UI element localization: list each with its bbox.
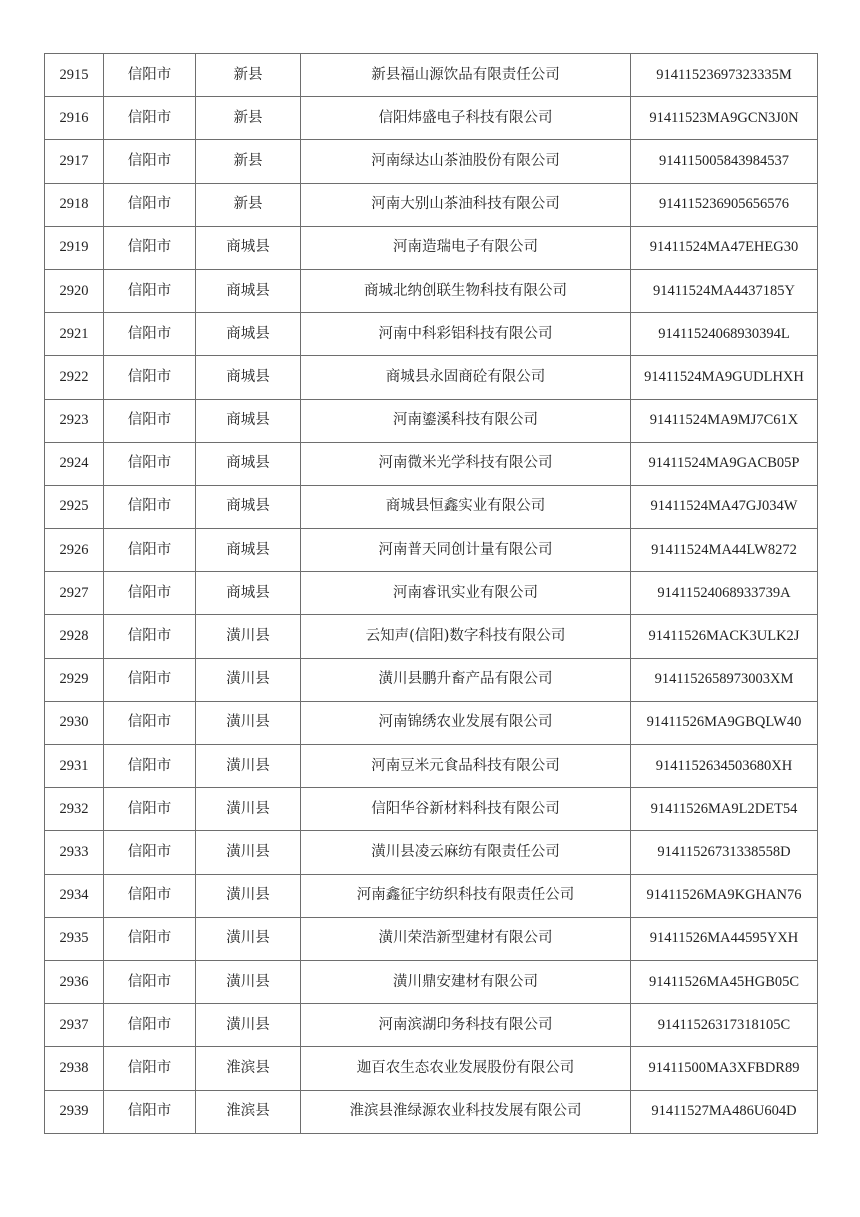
credit-code-cell: 91411524MA47GJ034W (631, 485, 818, 528)
table-row (45, 529, 818, 572)
credit-code-cell: 9141152634503680XH (631, 745, 818, 788)
city-cell: 信阳市 (104, 54, 196, 97)
row-number: 2920 (45, 269, 104, 312)
credit-code-cell: 914115236905656576 (631, 183, 818, 226)
city-cell: 信阳市 (104, 1090, 196, 1133)
credit-code-cell: 91411523697323335M (631, 54, 818, 97)
city-cell: 信阳市 (104, 313, 196, 356)
row-number: 2916 (45, 97, 104, 140)
city-cell: 信阳市 (104, 226, 196, 269)
credit-code-cell: 91411524MA9GUDLHXH (631, 356, 818, 399)
table-row (45, 399, 818, 442)
county-cell: 商城县 (196, 269, 301, 312)
city-cell: 信阳市 (104, 917, 196, 960)
table-row (45, 269, 818, 312)
row-number: 2936 (45, 960, 104, 1003)
county-cell: 潢川县 (196, 874, 301, 917)
city-cell: 信阳市 (104, 485, 196, 528)
credit-code-cell: 91411524068930394L (631, 313, 818, 356)
city-cell: 信阳市 (104, 745, 196, 788)
county-cell: 商城县 (196, 529, 301, 572)
table-row (45, 572, 818, 615)
row-number: 2938 (45, 1047, 104, 1090)
table-row (45, 615, 818, 658)
row-number: 2922 (45, 356, 104, 399)
credit-code-cell: 91411526MACK3ULK2J (631, 615, 818, 658)
county-cell: 潢川县 (196, 615, 301, 658)
table-row (45, 831, 818, 874)
row-number: 2925 (45, 485, 104, 528)
table-row (45, 960, 818, 1003)
row-number: 2935 (45, 917, 104, 960)
row-number: 2929 (45, 658, 104, 701)
county-cell: 商城县 (196, 226, 301, 269)
credit-code-cell: 91411526731338558D (631, 831, 818, 874)
county-cell: 淮滨县 (196, 1090, 301, 1133)
row-number: 2917 (45, 140, 104, 183)
county-cell: 商城县 (196, 442, 301, 485)
credit-code-cell: 91411524MA47EHEG30 (631, 226, 818, 269)
company-name-cell: 迦百农生态农业发展股份有限公司 (301, 1047, 631, 1090)
credit-code-cell: 91411500MA3XFBDR89 (631, 1047, 818, 1090)
city-cell: 信阳市 (104, 529, 196, 572)
table-row (45, 97, 818, 140)
table-row (45, 140, 818, 183)
table-row (45, 745, 818, 788)
table-row (45, 313, 818, 356)
county-cell: 商城县 (196, 356, 301, 399)
city-cell: 信阳市 (104, 572, 196, 615)
company-name-cell: 商城县恒鑫实业有限公司 (301, 485, 631, 528)
credit-code-cell: 91411527MA486U604D (631, 1090, 818, 1133)
company-name-cell: 河南绿达山茶油股份有限公司 (301, 140, 631, 183)
credit-code-cell: 91411526MA9KGHAN76 (631, 874, 818, 917)
county-cell: 新县 (196, 97, 301, 140)
city-cell: 信阳市 (104, 701, 196, 744)
table-row (45, 917, 818, 960)
company-name-cell: 潢川县鹏升畜产品有限公司 (301, 658, 631, 701)
credit-code-cell: 9141152658973003XM (631, 658, 818, 701)
county-cell: 新县 (196, 140, 301, 183)
company-list-table (44, 53, 818, 1134)
credit-code-cell: 91411526317318105C (631, 1004, 818, 1047)
table-row (45, 658, 818, 701)
table-row (45, 356, 818, 399)
table-row (45, 874, 818, 917)
county-cell: 商城县 (196, 399, 301, 442)
table-body (45, 54, 818, 1134)
company-name-cell: 河南锦绣农业发展有限公司 (301, 701, 631, 744)
credit-code-cell: 91411524MA4437185Y (631, 269, 818, 312)
table-row (45, 701, 818, 744)
city-cell: 信阳市 (104, 1004, 196, 1047)
county-cell: 潢川县 (196, 701, 301, 744)
county-cell: 潢川县 (196, 831, 301, 874)
company-name-cell: 河南中科彩铝科技有限公司 (301, 313, 631, 356)
table-row (45, 1090, 818, 1133)
row-number: 2939 (45, 1090, 104, 1133)
table-row (45, 183, 818, 226)
city-cell: 信阳市 (104, 356, 196, 399)
county-cell: 商城县 (196, 572, 301, 615)
row-number: 2923 (45, 399, 104, 442)
company-name-cell: 商城县永固商砼有限公司 (301, 356, 631, 399)
company-name-cell: 新县福山源饮品有限责任公司 (301, 54, 631, 97)
county-cell: 潢川县 (196, 658, 301, 701)
city-cell: 信阳市 (104, 658, 196, 701)
city-cell: 信阳市 (104, 960, 196, 1003)
county-cell: 潢川县 (196, 960, 301, 1003)
credit-code-cell: 91411524068933739A (631, 572, 818, 615)
credit-code-cell: 91411523MA9GCN3J0N (631, 97, 818, 140)
company-name-cell: 河南普天同创计量有限公司 (301, 529, 631, 572)
city-cell: 信阳市 (104, 97, 196, 140)
city-cell: 信阳市 (104, 442, 196, 485)
row-number: 2918 (45, 183, 104, 226)
company-name-cell: 淮滨县淮绿源农业科技发展有限公司 (301, 1090, 631, 1133)
county-cell: 商城县 (196, 313, 301, 356)
table-row (45, 485, 818, 528)
credit-code-cell: 91411526MA9L2DET54 (631, 788, 818, 831)
row-number: 2937 (45, 1004, 104, 1047)
company-name-cell: 河南豆米元食品科技有限公司 (301, 745, 631, 788)
row-number: 2924 (45, 442, 104, 485)
table-row (45, 442, 818, 485)
county-cell: 潢川县 (196, 745, 301, 788)
company-name-cell: 河南造瑞电子有限公司 (301, 226, 631, 269)
row-number: 2919 (45, 226, 104, 269)
row-number: 2930 (45, 701, 104, 744)
company-name-cell: 潢川县凌云麻纺有限责任公司 (301, 831, 631, 874)
row-number: 2933 (45, 831, 104, 874)
credit-code-cell: 91411526MA45HGB05C (631, 960, 818, 1003)
city-cell: 信阳市 (104, 269, 196, 312)
credit-code-cell: 91411524MA9GACB05P (631, 442, 818, 485)
company-name-cell: 潢川荣浩新型建材有限公司 (301, 917, 631, 960)
credit-code-cell: 914115005843984537 (631, 140, 818, 183)
table-row (45, 788, 818, 831)
county-cell: 商城县 (196, 485, 301, 528)
table-row (45, 1047, 818, 1090)
county-cell: 新县 (196, 54, 301, 97)
company-name-cell: 潢川鼎安建材有限公司 (301, 960, 631, 1003)
city-cell: 信阳市 (104, 831, 196, 874)
company-name-cell: 河南睿讯实业有限公司 (301, 572, 631, 615)
company-name-cell: 河南滨湖印务科技有限公司 (301, 1004, 631, 1047)
table-row (45, 1004, 818, 1047)
table-row (45, 226, 818, 269)
city-cell: 信阳市 (104, 788, 196, 831)
county-cell: 潢川县 (196, 788, 301, 831)
row-number: 2928 (45, 615, 104, 658)
row-number: 2915 (45, 54, 104, 97)
company-name-cell: 商城北纳创联生物科技有限公司 (301, 269, 631, 312)
company-name-cell: 信阳炜盛电子科技有限公司 (301, 97, 631, 140)
credit-code-cell: 91411526MA9GBQLW40 (631, 701, 818, 744)
credit-code-cell: 91411526MA44595YXH (631, 917, 818, 960)
company-name-cell: 云知声(信阳)数字科技有限公司 (301, 615, 631, 658)
row-number: 2932 (45, 788, 104, 831)
city-cell: 信阳市 (104, 140, 196, 183)
city-cell: 信阳市 (104, 183, 196, 226)
row-number: 2927 (45, 572, 104, 615)
city-cell: 信阳市 (104, 399, 196, 442)
county-cell: 淮滨县 (196, 1047, 301, 1090)
row-number: 2931 (45, 745, 104, 788)
company-name-cell: 河南鎏溪科技有限公司 (301, 399, 631, 442)
company-name-cell: 河南大别山茶油科技有限公司 (301, 183, 631, 226)
city-cell: 信阳市 (104, 874, 196, 917)
credit-code-cell: 91411524MA9MJ7C61X (631, 399, 818, 442)
county-cell: 潢川县 (196, 1004, 301, 1047)
company-name-cell: 河南微米光学科技有限公司 (301, 442, 631, 485)
county-cell: 潢川县 (196, 917, 301, 960)
row-number: 2926 (45, 529, 104, 572)
county-cell: 新县 (196, 183, 301, 226)
company-name-cell: 信阳华谷新材料科技有限公司 (301, 788, 631, 831)
row-number: 2921 (45, 313, 104, 356)
company-name-cell: 河南鑫征宇纺织科技有限责任公司 (301, 874, 631, 917)
row-number: 2934 (45, 874, 104, 917)
credit-code-cell: 91411524MA44LW8272 (631, 529, 818, 572)
city-cell: 信阳市 (104, 615, 196, 658)
city-cell: 信阳市 (104, 1047, 196, 1090)
table-row (45, 54, 818, 97)
